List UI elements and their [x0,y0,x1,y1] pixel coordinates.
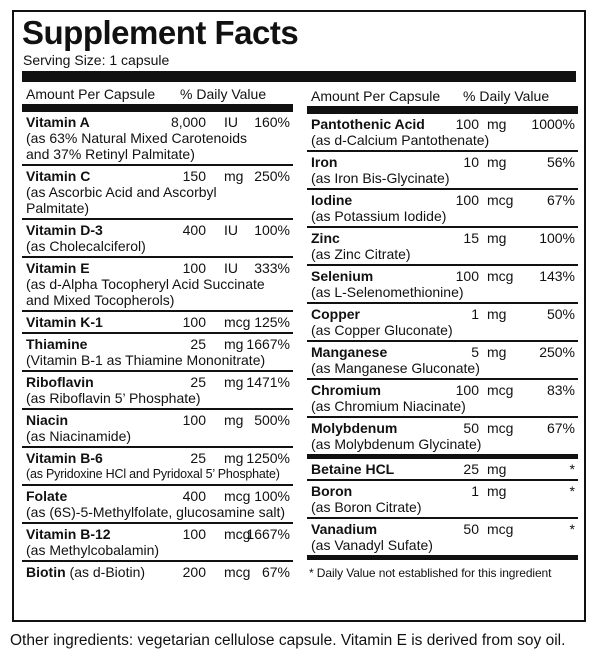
nutrient-daily-value: 83% [546,382,575,398]
nutrient-amount: 100 [455,192,479,208]
nutrient-unit: mg [224,168,244,184]
nutrient-amount: 150 [182,168,206,184]
nutrient-daily-value: 100% [539,230,575,246]
nutrient-source-line: (as Niacinamide) [26,428,132,444]
nutrient-name [26,336,87,352]
nutrient-main-line [311,344,575,360]
nutrient-name [26,488,67,504]
nutrient-row [307,459,578,481]
right-column [307,86,578,580]
panel-title: Supplement Facts [22,14,299,51]
nutrient-row [307,519,578,560]
nutrient-amount: 100 [182,412,206,428]
nutrient-row [307,152,578,190]
daily-value-header: % Daily Value [180,86,267,102]
nutrient-source-line: and Mixed Tocopherols) [26,292,175,308]
nutrient-main-line [26,260,290,276]
nutrient-amount: 100 [455,116,479,132]
nutrient-main-line [311,306,575,322]
nutrient-source-line: (as Potassium Iodide) [311,208,447,224]
nutrient-name-text: Vitamin B-12 [26,526,111,542]
nutrient-daily-value: 1250% [246,450,290,466]
nutrient-name [26,374,94,390]
nutrient-main-line [26,114,290,130]
nutrient-amount: 5 [471,344,479,360]
nutrient-amount: 400 [182,488,206,504]
nutrient-unit: mcg [487,382,514,398]
daily-value-header: % Daily Value [463,88,550,104]
nutrient-unit: mg [487,461,507,477]
nutrient-row [307,304,578,342]
nutrient-unit: mcg [487,521,514,537]
nutrient-name-text: Vitamin B-6 [26,450,103,466]
nutrient-name-text: Vanadium [311,521,378,537]
nutrient-row [307,481,578,519]
nutrient-row [307,342,578,380]
nutrient-daily-value: 500% [254,412,290,428]
nutrient-name [311,483,352,499]
nutrient-name-text: Selenium [311,268,374,284]
nutrient-unit: mg [487,116,507,132]
nutrient-source-inline: (as d-Biotin) [69,564,146,580]
nutrient-unit: mcg [224,564,251,580]
nutrient-name-text: Riboflavin [26,374,94,390]
serving-size: Serving Size: 1 capsule [23,52,170,68]
nutrient-source-line: (as d-Alpha Tocopheryl Acid Succinate [26,276,265,292]
nutrient-main-line [26,314,290,330]
nutrient-unit: mcg [224,488,251,504]
nutrient-row [22,112,293,166]
nutrient-name-text: Betaine HCL [311,461,395,477]
nutrient-daily-value: 1667% [246,526,290,542]
nutrient-daily-value: 160% [254,114,290,130]
nutrient-amount: 10 [463,154,479,170]
amount-header: Amount Per Capsule [311,88,441,104]
nutrient-unit: mg [224,412,244,428]
nutrient-row [22,220,293,258]
nutrient-name [26,314,103,330]
nutrient-name-text: Iodine [311,192,353,208]
nutrient-name [26,114,90,130]
nutrient-amount: 1 [471,483,479,499]
supplement-facts-panel [12,10,586,622]
nutrient-name [26,450,103,466]
nutrient-unit: mcg [224,526,251,542]
nutrient-source-line: and 37% Retinyl Palmitate) [26,146,195,162]
nutrient-row [307,114,578,152]
header-divider [307,106,578,114]
nutrient-row [22,334,293,372]
nutrient-unit: mcg [224,314,251,330]
nutrient-source-line: (as Vanadyl Sufate) [311,537,433,553]
nutrient-unit: mcg [487,192,514,208]
nutrient-name [311,521,377,537]
nutrient-daily-value: 50% [546,306,575,322]
nutrient-amount: 25 [463,461,479,477]
nutrient-amount: 50 [463,420,479,436]
other-ingredients: Other ingredients: vegetarian cellulose capsule. Vitamin E is derived from soy oil. [10,632,566,649]
nutrient-source-line: (as Molybdenum Glycinate) [311,436,482,452]
nutrient-amount: 25 [190,336,206,352]
nutrient-unit: mg [487,344,507,360]
nutrient-source-line: (as Riboflavin 5’ Phosphate) [26,390,201,406]
nutrient-unit: mg [487,306,507,322]
nutrient-row [22,312,293,334]
amount-header: Amount Per Capsule [26,86,156,102]
nutrient-unit: mg [224,336,244,352]
nutrient-row [307,190,578,228]
nutrient-row [22,562,293,582]
header-divider [22,104,293,112]
nutrient-daily-value: 333% [254,260,290,276]
nutrient-daily-value: * [569,521,575,537]
nutrient-row [307,380,578,418]
nutrient-daily-value: 250% [254,168,290,184]
right-column-header [307,86,578,106]
nutrient-main-line [26,168,290,184]
nutrient-name [311,306,360,322]
nutrient-main-line [311,268,575,284]
nutrient-main-line [26,450,290,466]
nutrient-source-line: (Vitamin B-1 as Thiamine Mononitrate) [26,352,266,368]
nutrient-daily-value: 67% [261,564,290,580]
nutrient-name [311,382,381,398]
nutrient-name-text: Copper [311,306,360,322]
nutrient-name-text: Biotin [26,564,66,580]
nutrient-daily-value: 1000% [531,116,575,132]
nutrient-main-line [311,521,575,537]
nutrient-name-text: Niacin [26,412,69,428]
nutrient-source-line: (as Cholecalciferol) [26,238,146,254]
nutrient-amount: 50 [463,521,479,537]
nutrient-unit: mg [487,230,507,246]
nutrient-main-line [26,412,290,428]
nutrient-name [26,526,111,542]
left-column-header [22,84,293,104]
nutrient-unit: IU [224,260,238,276]
nutrient-row [22,448,293,486]
nutrient-source-line: (as d-Calcium Pantothenate) [311,132,490,148]
nutrient-daily-value: 100% [254,488,290,504]
nutrient-unit: IU [224,222,238,238]
nutrient-amount: 200 [182,564,206,580]
nutrient-main-line [26,488,290,504]
nutrient-source-line: (as Chromium Niacinate) [311,398,466,414]
nutrient-amount: 1 [471,306,479,322]
nutrient-daily-value: * [569,483,575,499]
nutrient-source-line: (as Manganese Gluconate) [311,360,480,376]
nutrient-name [311,230,340,246]
nutrient-unit: mg [487,483,507,499]
nutrient-name [26,260,90,276]
nutrient-row [22,410,293,448]
nutrient-main-line [311,230,575,246]
nutrient-unit: mcg [487,420,514,436]
nutrient-unit: mg [224,374,244,390]
nutrient-name [311,116,425,132]
nutrient-name-text: Thiamine [26,336,88,352]
nutrient-row [307,228,578,266]
title-divider [22,71,576,82]
nutrient-row [22,486,293,524]
nutrient-name [26,412,68,428]
nutrient-main-line [26,374,290,390]
nutrient-main-line [26,526,290,542]
nutrient-name-text: Iron [311,154,338,170]
nutrient-source-line: (as (6S)-5-Methylfolate, glucosamine salt) [26,504,286,520]
daily-value-footnote: * Daily Value not established for this ingredient [309,566,552,580]
nutrient-name-text: Manganese [311,344,388,360]
nutrient-row [22,372,293,410]
nutrient-main-line [26,222,290,238]
nutrient-name [311,420,397,436]
nutrient-name [311,344,387,360]
nutrient-amount: 400 [182,222,206,238]
nutrient-source-line: (as Pyridoxine HCl and Pyridoxal 5’ Phosphate) [26,467,280,481]
nutrient-main-line [311,382,575,398]
nutrient-name-text: Molybdenum [311,420,398,436]
nutrient-row [22,524,293,562]
nutrient-name-text: Pantothenic Acid [311,116,425,132]
nutrient-main-line [311,420,575,436]
nutrient-amount: 25 [190,374,206,390]
nutrient-name-text: Boron [311,483,353,499]
nutrient-source-line: (as Zinc Citrate) [311,246,411,262]
nutrient-source-line: (as Boron Citrate) [311,499,422,515]
nutrient-name [26,168,90,184]
nutrient-row [22,258,293,312]
nutrient-source-line: (as Methylcobalamin) [26,542,160,558]
nutrient-amount: 8,000 [170,114,206,130]
nutrient-main-line [26,564,290,580]
nutrient-name-text: Vitamin K-1 [26,314,103,330]
nutrient-name [26,222,103,238]
right-nutrient-list [307,114,578,560]
nutrient-source-line: Palmitate) [26,200,90,216]
nutrient-amount: 100 [182,314,206,330]
nutrient-source-line: (as 63% Natural Mixed Carotenoids [26,130,247,146]
nutrient-daily-value: 250% [539,344,575,360]
nutrient-name [311,192,352,208]
nutrient-name-text: Folate [26,488,68,504]
nutrient-name-text: Zinc [311,230,340,246]
nutrient-daily-value: 143% [539,268,575,284]
nutrient-amount: 25 [190,450,206,466]
nutrient-main-line [311,461,575,477]
nutrient-row [22,166,293,220]
nutrient-unit: IU [224,114,238,130]
nutrient-name-text: Vitamin A [26,114,90,130]
nutrient-name-text: Vitamin E [26,260,90,276]
nutrient-row [307,266,578,304]
nutrient-name [311,154,337,170]
nutrient-daily-value: 67% [546,420,575,436]
nutrient-name-text: Vitamin D-3 [26,222,103,238]
nutrient-source-line: (as L-Selenomethionine) [311,284,464,300]
nutrient-source-line: (as Ascorbic Acid and Ascorbyl [26,184,217,200]
nutrient-amount: 100 [182,260,206,276]
nutrient-main-line [311,154,575,170]
nutrient-row [307,418,578,459]
nutrient-daily-value: 56% [546,154,575,170]
nutrient-unit: mg [224,450,244,466]
nutrient-unit: mg [487,154,507,170]
nutrient-daily-value: * [569,461,575,477]
nutrient-main-line [311,192,575,208]
nutrient-amount: 100 [182,526,206,542]
nutrient-main-line [311,116,575,132]
nutrient-daily-value: 125% [254,314,290,330]
nutrient-source-line: (as Iron Bis-Glycinate) [311,170,450,186]
nutrient-daily-value: 100% [254,222,290,238]
nutrient-name-text: Chromium [311,382,381,398]
nutrient-amount: 100 [455,382,479,398]
nutrient-main-line [311,483,575,499]
nutrient-amount: 100 [455,268,479,284]
nutrient-name [311,268,373,284]
nutrient-name [311,461,394,477]
nutrient-daily-value: 67% [546,192,575,208]
nutrient-name-text: Vitamin C [26,168,91,184]
nutrient-name [26,564,145,580]
nutrient-main-line [26,336,290,352]
nutrient-source-line: (as Copper Gluconate) [311,322,453,338]
nutrient-unit: mcg [487,268,514,284]
left-nutrient-list [22,112,293,582]
left-column [22,84,293,582]
nutrient-daily-value: 1471% [246,374,290,390]
nutrient-daily-value: 1667% [246,336,290,352]
nutrient-amount: 15 [463,230,479,246]
